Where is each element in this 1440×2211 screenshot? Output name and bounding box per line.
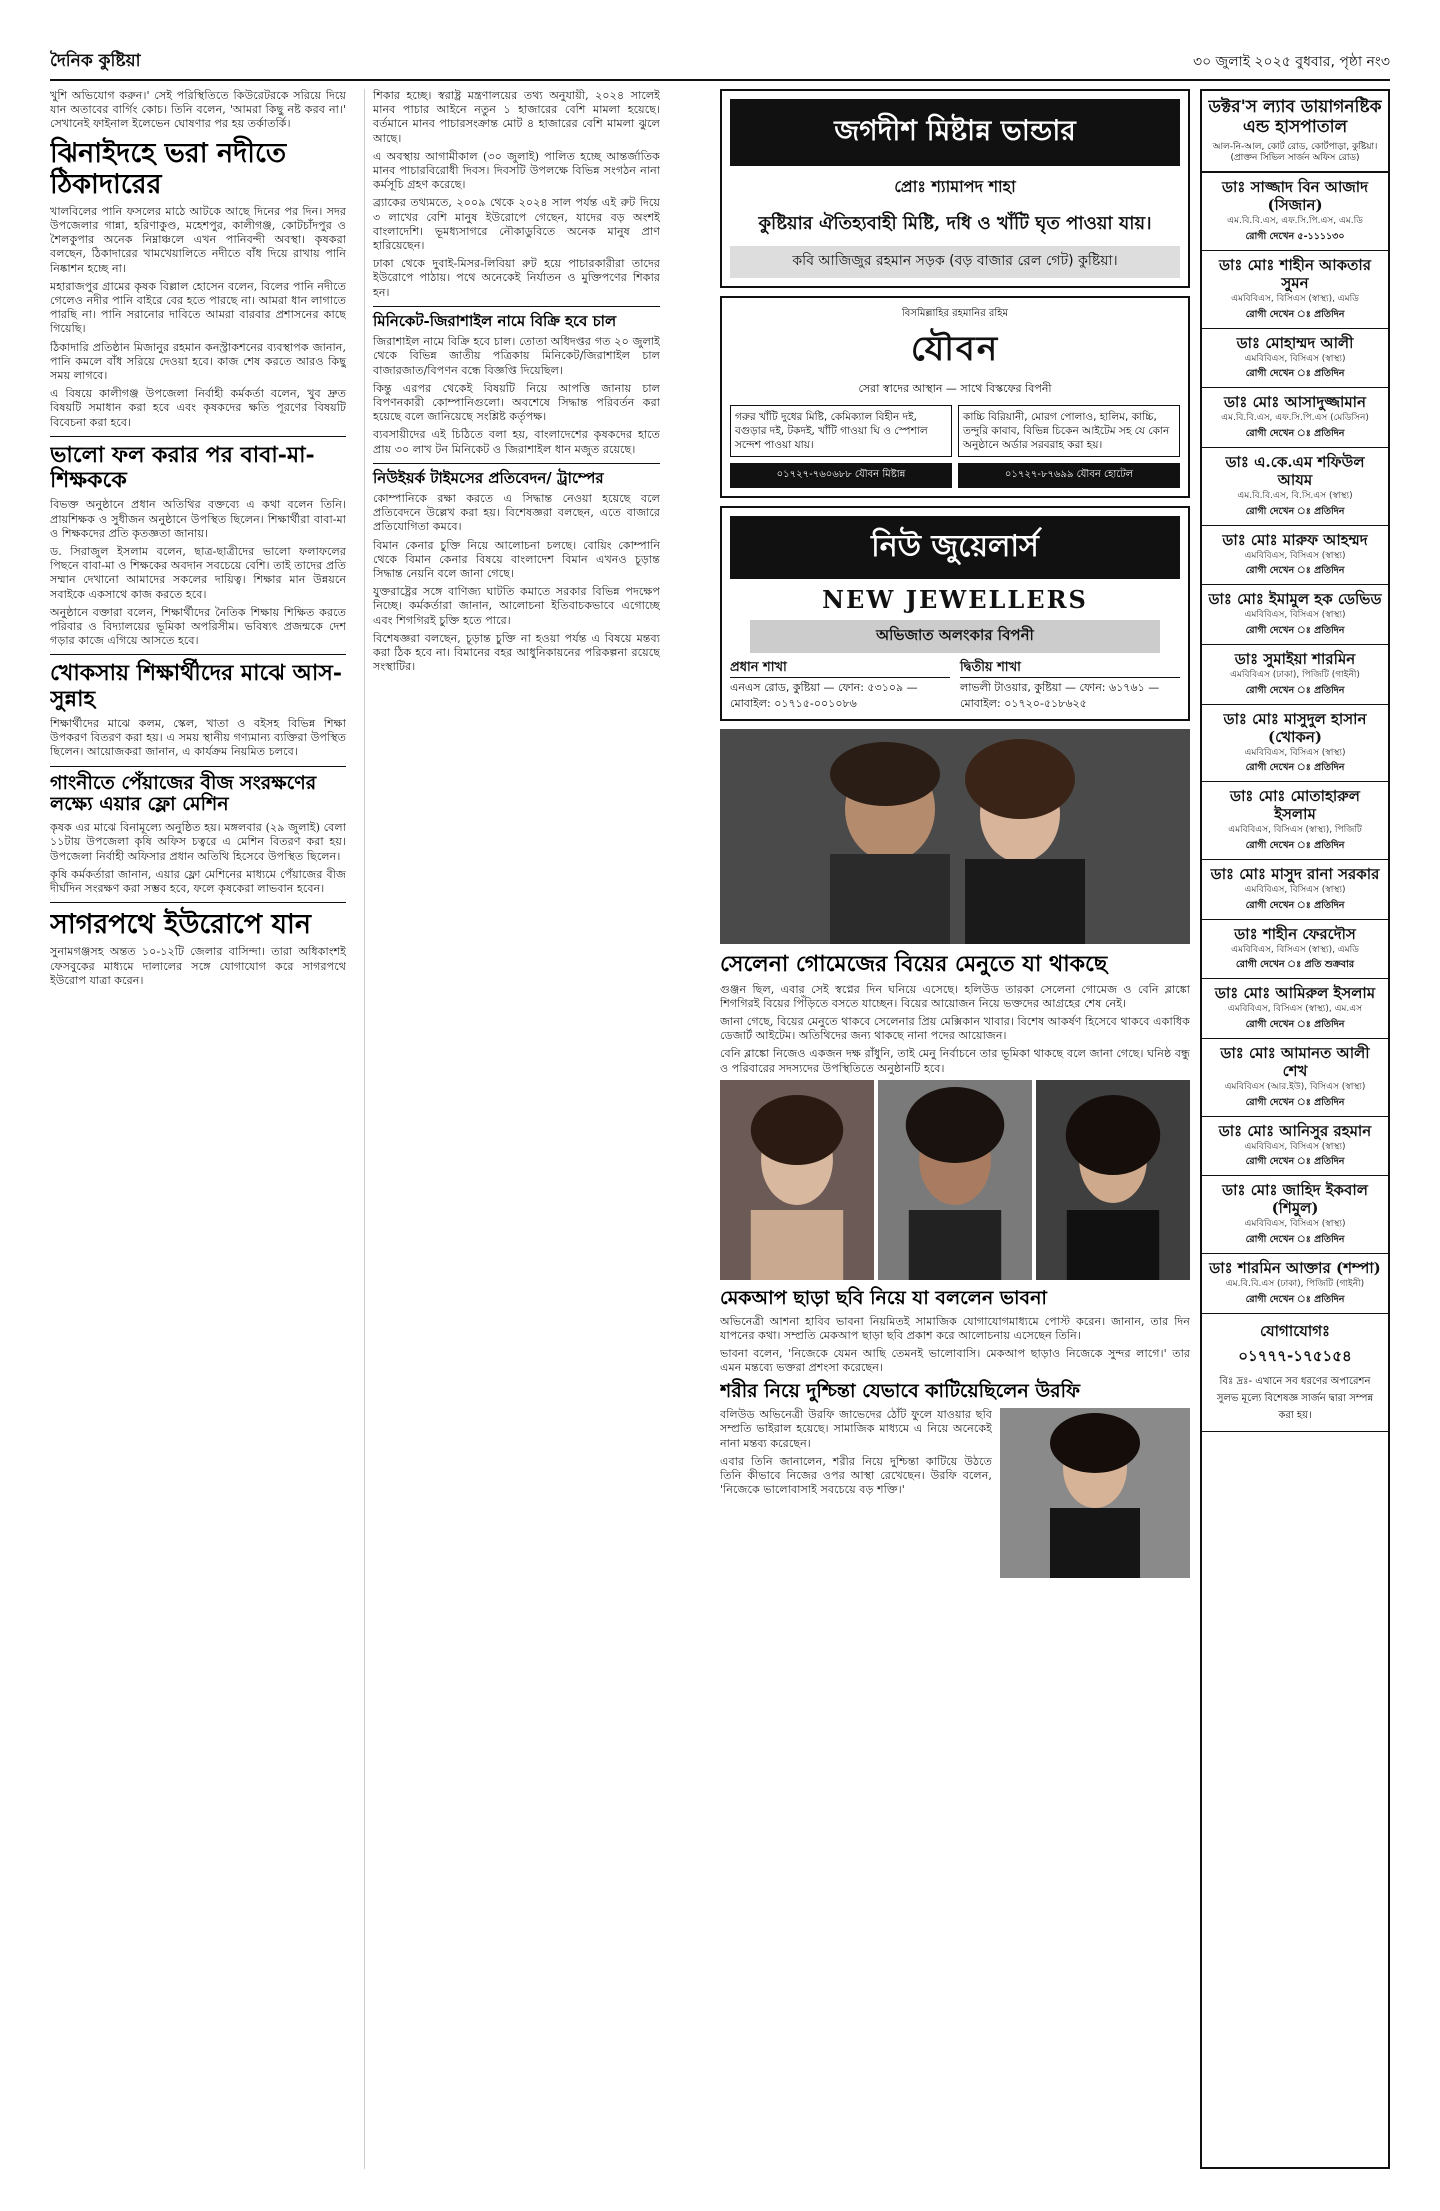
article-paragraph: কিন্তু এরপর থেকেই বিষয়টি নিয়ে আপত্তি জানায় চাল বিপণনকারী কোম্পানিগুলো। অবশেষে সিদ্ধান্ত পরিবর্তন করা হয়েছে বলে জানিয়েছে সংশ্লিষ্ট কর্তৃপক্ষ। — [373, 381, 660, 424]
doctor-card — [1202, 782, 1388, 860]
doctor-degree: এমবিবিএস, বিসিএস (স্বাস্থ্য), এমডি — [1231, 293, 1359, 304]
doctor-card — [1202, 329, 1388, 389]
newspaper-page — [50, 45, 1390, 2175]
contact-note: বিঃ দ্রঃ- এখানে সব ধরণের অপারেশন সুলভ মূল্যে বিশেষজ্ঞ সার্জন দ্বারা সম্পন্ন করা হয়। — [1216, 1375, 1374, 1421]
doctor-name: ডাঃ মোঃ ইমামুল হক ডেভিড — [1208, 590, 1382, 609]
doctor-time: রোগী দেখেন ঃ প্রতিদিন — [1245, 368, 1345, 380]
jouban-offer-columns — [730, 405, 1180, 458]
doctor-card — [1202, 251, 1388, 329]
divider — [373, 463, 660, 464]
doctor-degree: এম.বি.বি.এস, এফ.সি.পি.এস (মেডিসিন) — [1221, 413, 1369, 424]
doctor-card — [1202, 585, 1388, 645]
article-paragraph: কৃষক এর মাঝে বিনামূল্যে অনুষ্ঠিত হয়। মঙ্গলবার (২৯ জুলাই) বেলা ১১টায় উপজেলা কৃষি অফিস চত্বরে এ মেশিন বিতরণ করা হয়। উপজেলা নির্বাহী অফিসার প্রধান অতিথি হিসেবে উপস্থিত ছিলেন। — [50, 821, 346, 863]
divider — [50, 436, 346, 437]
middle-column — [720, 89, 1190, 2169]
jouban-subtitle: সেরা স্বাদের আস্থান — সাথে বিস্কফের বিপনী — [858, 381, 1052, 395]
sweet-shop-name: জগদীশ মিষ্টান্ন ভান্ডার — [730, 99, 1180, 166]
doctor-name: ডাঃ মোঃ মাসুদুল হাসান (খোকন) — [1223, 709, 1367, 746]
selena-couple-photo — [720, 729, 1190, 944]
article-paragraph: বিমান কেনার চুক্তি নিয়ে আলোচনা চলছে। বোয়িং কোম্পানি থেকে বিমান কেনার বিষয়ে বাংলাদেশ বিমান এখনও চূড়ান্ত সিদ্ধান্ত নেয়নি বলে জানা গেছে। — [373, 538, 660, 580]
urfi-text — [720, 1408, 992, 1586]
doctor-name: ডাঃ মোঃ শাহীন আকতার সুমন — [1218, 255, 1371, 292]
article-paragraph: জানা গেছে, বিয়ের মেনুতে থাকবে সেলেনার প্রিয় মেক্সিকান খাবার। বিশেষ আকর্ষণ হিসেবে থাকবে একাধিক ডেজার্ট আইটেম। অতিথিদের জন্য থাকছে নানা পদের আয়োজন। — [720, 1014, 1190, 1043]
left-subcolumn-b — [364, 89, 660, 2169]
article-paragraph: বেনি ব্লাঙ্কো নিজেও একজন দক্ষ রাঁধুনি, তাই মেনু নির্বাচনে তার ভূমিকা থাকছে বলে জানা গেছে। ঘনিষ্ঠ বন্ধু ও পরিবারের সদস্যদের উপস্থিতিতে অনুষ্ঠানটি হবে। — [720, 1047, 1190, 1075]
article-paragraph: এ অবস্থায় আগামীকাল (৩০ জুলাই) পালিত হচ্ছে আন্তর্জাতিক মানব পাচারবিরোধী দিবস। দিবসটি উপলক্ষে বিভিন্ন সংগঠন নানা কর্মসূচি গ্রহণ করেছে। — [373, 149, 660, 192]
jouban-contact-left: ০১৭২৭-৭৬০৬৮৮ যৌবন মিষ্টান্ন — [730, 463, 952, 488]
jouban-contact-right: ০১৭২৭-৮৭৬৯৯ যৌবন হোটেল — [958, 463, 1180, 488]
bhabna-photo-row — [720, 1080, 1190, 1280]
divider — [50, 766, 346, 767]
urfi-article — [720, 1408, 1190, 1586]
article-paragraph: বিভক্ত অনুষ্ঠানে প্রধান অতিথির বক্তব্যে এ কথা বলেন তিনি। প্রায়শিক্ষক ও সুধীজন অনুষ্ঠানে উপস্থিত ছিলেন। শিক্ষার্থীরা বাবা-মা ও শিক্ষকদের প্রতি কৃতজ্ঞতা জানায়। — [50, 498, 346, 540]
headline-nytimes: নিউইয়র্ক টাইমসের প্রতিবেদন/ ট্রাম্পের — [373, 468, 604, 487]
doctor-card — [1202, 448, 1388, 526]
lab-name: ডক্টর'স ল্যাব ডায়াগনষ্টিক এন্ড হাসপাতাল — [1208, 97, 1382, 138]
divider — [50, 902, 346, 903]
sweet-shop-tagline: কুষ্টিয়ার ঐতিহ্যবাহী মিষ্টি, দধি ও খাঁটি ঘৃত পাওয়া যায়। — [758, 213, 1152, 234]
doctor-card — [1202, 920, 1388, 980]
second-branch-info: লাভলী টাওয়ার, কুষ্টিয়া — ফোন: ৬১৭৬১ — মোবাইল: ০১৭২০-৫১৮৬২৫ — [960, 681, 1160, 710]
doctor-degree: এমবিবিএস, বিসিএস (স্বাস্থ্য), এমডি — [1231, 944, 1359, 955]
doctor-name: ডাঃ মোঃ মোতাহারুল ইসলাম — [1230, 787, 1360, 824]
doctor-degree: এমবিবিএস, বিসিএস (স্বাস্থ্য), এম.এস — [1227, 1004, 1363, 1015]
doctor-time: রোগী দেখেন ঃ প্রতিদিন — [1245, 840, 1345, 852]
sweet-shop-ad — [720, 89, 1190, 288]
jouban-sweets-text: গরুর খাঁটি দুধের মিষ্টি, কেমিক্যাল বিহীন দই, বগুড়ার দই, টকদই, খাঁটি গাওয়া ঘি ও স্পেশাল সন্দেশ পাওয়া যায়। — [730, 405, 952, 458]
doctor-name: ডাঃ এ.কে.এম শফিউল আযম — [1225, 452, 1365, 489]
hospital-contact — [1202, 1314, 1388, 1432]
article-paragraph: ড. সিরাজুল ইসলাম বলেন, ছাত্র-ছাত্রীদের ভালো ফলাফলের পিছনে বাবা-মা ও শিক্ষকের অবদান সবচেয়ে বেশি। তাই তাদের প্রতি সম্মান দেখানো আমাদের সকলের দায়িত্ব। শিক্ষার মান উন্নয়নে সবাইকে একসাথে কাজ করতে হবে। — [50, 544, 346, 601]
doctor-time: রোগী দেখেন ঃ প্রতিদিন — [1245, 1293, 1345, 1305]
headline-khoksa: খোকসায় শিক্ষার্থীদের মাঝে আস-সুন্নাহ — [50, 660, 342, 712]
doctor-name: ডাঃ শারমিন আক্তার (শম্পা) — [1209, 1259, 1381, 1278]
issue-date: ৩০ জুলাই ২০২৫ বুধবার, পৃষ্ঠা নং৩ — [1193, 54, 1390, 70]
doctor-name: ডাঃ মোঃ আনিসুর রহমান — [1218, 1121, 1372, 1140]
jouban-contacts — [730, 463, 1180, 488]
doctor-card — [1202, 1254, 1388, 1314]
bhabna-photo-1 — [720, 1080, 874, 1280]
doctor-name: ডাঃ মোঃ আমানত আলী শেখ — [1220, 1044, 1370, 1081]
doctor-time: রোগী দেখেন ঃ প্রতিদিন — [1245, 505, 1345, 517]
doctor-degree: এমবিবিএস, বিসিএস (স্বাস্থ্য) — [1244, 1141, 1346, 1152]
jewellers-branches — [730, 659, 1180, 711]
article-paragraph: গুঞ্জন ছিল, এবার সেই স্বপ্নের দিন ঘনিয়ে এসেছে। হলিউড তারকা সেলেনা গোমেজ ও বেনি ব্লাঙ্কো শিগগিরই বিয়ের পিঁড়িতে বসতে যাচ্ছেন। বিয়ের আয়োজন নিয়ে ভক্তদের আগ্রহের শেষ নেই। — [720, 982, 1190, 1010]
second-branch — [960, 659, 1180, 711]
article-paragraph: এ বিষয়ে কালীগঞ্জ উপজেলা নির্বাহী কর্মকর্তা বলেন, খুব দ্রুত বিষয়টি সমাধান করা হবে এবং কৃষকদের ক্ষতি পূরণের বিষয়টি বিবেচনা করা হবে। — [50, 387, 346, 429]
sweet-shop-address: কবি আজিজুর রহমান সড়ক (বড় বাজার রেল গেট) কুষ্টিয়া। — [730, 246, 1180, 278]
doctor-degree: এমবিবিএস, বিসিএস (স্বাস্থ্য) — [1244, 1219, 1346, 1230]
paper-name: দৈনিক কুষ্টিয়া — [50, 51, 141, 71]
article-paragraph: শিকার হচ্ছে। স্বরাষ্ট্র মন্ত্রণালয়ের তথ্য অনুযায়ী, ২০২৪ সালেই মানব পাচার আইনে নতুন ১ হাজারের বেশি মামলা হয়েছে। বর্তমানে মানব পাচারসংক্রান্ত মোট ৪ হাজারের বেশি মামলা ঝুলে আছে। — [373, 89, 660, 145]
doctor-name: ডাঃ শাহীন ফেরদৌস — [1234, 924, 1356, 943]
doctor-degree: এম.বি.বি.এস (ঢাকা), পিজিটি (গাইনী) — [1225, 1279, 1365, 1290]
doctor-degree: এমবিবিএস (ঢাকা), পিজিটি (গাইনী) — [1230, 669, 1360, 680]
article-paragraph: কোম্পানিকে রক্ষা করতে এ সিদ্ধান্ত নেওয়া হয়েছে বলে প্রতিবেদনে উল্লেখ করা হয়। বিশেষজ্ঞরা বলছেন, এতে বাজারে প্রতিযোগিতা কমবে। — [373, 491, 660, 534]
bhabna-photo-2 — [878, 1080, 1032, 1280]
headline-rice: মিনিকেট-জিরাশাইল নামে বিক্রি হবে চাল — [373, 311, 617, 330]
doctor-name: ডাঃ সাজ্জাদ বিন আজাদ (সিজান) — [1221, 178, 1369, 215]
article-paragraph: এবার তিনি জানালেন, শরীর নিয়ে দুশ্চিন্তা কাটিয়ে উঠতে তিনি কীভাবে নিজের ওপর আস্থা রেখেছেন। উরফি বলেন, 'নিজেকে ভালোবাসাই সবচেয়ে বড় শক্তি।' — [720, 1454, 992, 1497]
main-branch-info: এনএস রোড, কুষ্টিয়া — ফোন: ৫৩১০৯ — মোবাইল: ০১৭১৫-০০১০৮৬ — [730, 681, 918, 710]
jouban-bismillah: বিসমিল্লাহির রহমানির রহিম — [901, 307, 1009, 319]
doctor-card — [1202, 705, 1388, 783]
headline-europe: সাগরপথে ইউরোপে যান — [50, 909, 311, 941]
doctor-card — [1202, 979, 1388, 1039]
doctor-name: ডাঃ মোঃ জাহিদ ইকবাল (শিমুল) — [1222, 1181, 1368, 1218]
article-paragraph: বিশেষজ্ঞরা বলছেন, চূড়ান্ত চুক্তি না হওয়া পর্যন্ত এ বিষয়ে মন্তব্য করা ঠিক হবে না। বিমানের বহর আধুনিকায়নের পরিকল্পনা রয়েছে সংস্থাটির। — [373, 631, 660, 674]
headline-urfi: শরীর নিয়ে দুশ্চিন্তা যেভাবে কাটিয়েছিলেন উরফি — [720, 1380, 1080, 1403]
divider — [50, 654, 346, 655]
doctor-name: ডাঃ মোঃ আমিরুল ইসলাম — [1214, 984, 1376, 1003]
jewellers-ad — [720, 506, 1190, 721]
doctor-card — [1202, 173, 1388, 251]
jewellers-name-en: NEW JEWELLERS — [822, 585, 1088, 615]
left-news-column — [50, 89, 660, 2169]
doctor-time: রোগী দেখেন ঃ প্রতিদিন — [1245, 427, 1345, 439]
jouban-brand: যৌবন — [910, 328, 1000, 369]
doctor-time: রোগী দেখেন ঃ প্রতিদিন — [1245, 624, 1345, 636]
urfi-photo — [1000, 1408, 1190, 1578]
headline-selena: সেলেনা গোমেজের বিয়ের মেনুতে যা থাকছে — [720, 951, 1108, 978]
headline-gangni: গাংনীতে পেঁয়াজের বীজ সংরক্ষণের লক্ষ্যে এয়ার ফ্লো মেশিন — [50, 771, 317, 816]
doctor-degree: এমবিবিএস, বিসিএস (স্বাস্থ্য) — [1244, 885, 1346, 896]
article-paragraph: অনুষ্ঠানে বক্তারা বলেন, শিক্ষার্থীদের নৈতিক শিক্ষায় শিক্ষিত করতে পরিবার ও বিদ্যালয়ের ভূমিকা অপরিসীম। ভবিষ্যৎ প্রজন্মকে দেশ গড়ার কাজে এগিয়ে আসতে হবে। — [50, 605, 346, 648]
contact-phone: যোগাযোগঃ ০১৭৭৭-১৭৫১৫৪ — [1238, 1321, 1352, 1365]
doctor-time: রোগী দেখেন ৫-১১১১৩০ — [1245, 230, 1345, 242]
article-paragraph: মহারাজপুর গ্রামের কৃষক বিল্লাল হোসেন বলেন, বিলের পানি নদীতে গেলেও নদীর পানি বাইরে বের হতে পারছে না। আমরা ধান লাগাতে পারছি না। পানি সরানোর দাবিতে আমরা বারবার প্রশাসনের কাছে গিয়েছি। — [50, 279, 346, 336]
doctor-degree: এম.বি.বি.এস, এফ.সি.পি.এস, এম.ডি — [1227, 216, 1363, 227]
doctor-name: ডাঃ মোঃ আসাদুজ্জামান — [1224, 393, 1366, 412]
doctor-time: রোগী দেখেন ঃ প্রতিদিন — [1245, 684, 1345, 696]
headline-bhabna: মেকআপ ছাড়া ছবি নিয়ে যা বললেন ভাবনা — [720, 1286, 1047, 1309]
doctor-degree: এমবিবিএস, বিসিএস (স্বাস্থ্য) — [1244, 610, 1346, 621]
second-branch-title: দ্বিতীয় শাখা — [960, 659, 1180, 678]
doctor-time: রোগী দেখেন ঃ প্রতিদিন — [1245, 1019, 1345, 1031]
doctor-time: রোগী দেখেন ঃ প্রতিদিন — [1245, 308, 1345, 320]
doctor-time: রোগী দেখেন ঃ প্রতিদিন — [1245, 1096, 1345, 1108]
doctors-lab-header — [1202, 91, 1388, 173]
jouban-food-text: কাচ্চি বিরিয়ানী, মোরগ পোলাও, হালিম, কাচ্চি, তন্দুরি কাবাব, বিভিন্ন চিকেন আইটেম সহ যে কোন অনুষ্ঠানে অর্ডার সরবরাহ করা হয়। — [958, 405, 1180, 458]
jewellers-slogan: অভিজাত অলংকার বিপনী — [750, 620, 1160, 653]
doctor-card — [1202, 645, 1388, 705]
divider — [373, 306, 660, 307]
doctor-card — [1202, 860, 1388, 920]
article-paragraph: জিরাশাইল নামে বিক্রি হবে চাল। তোতা অধিদপ্তর গত ২০ জুলাই থেকে বিভিন্ন জাতীয় পত্রিকায় মিনিকেট/জিরাশাইল চাল বাজারজাত/বিপণন বন্ধে বিজ্ঞপ্তি দিয়েছিল। — [373, 335, 660, 377]
doctor-degree: এমবিবিএস, বিসিএস (স্বাস্থ্য) — [1244, 550, 1346, 561]
doctor-time: রোগী দেখেন ঃ প্রতিদিন — [1245, 1156, 1345, 1168]
doctor-degree: এমবিবিএস, বিসিএস (স্বাস্থ্য) — [1244, 353, 1346, 364]
article-paragraph: কৃষি কর্মকর্তারা জানান, এয়ার ফ্লো মেশিনের মাধ্যমে পেঁয়াজের বীজ দীর্ঘদিন সংরক্ষণ করা সম্ভব হবে, ফলে কৃষকেরা লাভবান হবেন। — [50, 867, 346, 896]
main-branch — [730, 659, 950, 711]
article-paragraph: সুনামগঞ্জসহ অন্তত ১০-১২টি জেলার বাসিন্দা। তারা অধিকাংশই ফেসবুকের মাধ্যমে দালালের সঙ্গে যোগাযোগ করে সাগরপথে ইউরোপ যাত্রা করেন। — [50, 945, 346, 987]
headline-jhenaidah: ঝিনাইদহে ভরা নদীতে ঠিকাদারের — [50, 137, 287, 200]
jouban-ad — [720, 296, 1190, 499]
article-paragraph: ঠিকাদারি প্রতিষ্ঠান মিজানুর রহমান কনস্ট্রাকশনের ব্যবস্থাপক জানান, পানি কমলে বাঁধ সরিয়ে দেওয়া হবে। কাজ শেষ করতে আরও কিছু সময় লাগবে। — [50, 340, 346, 382]
doctor-card — [1202, 1039, 1388, 1117]
article-paragraph: বলিউড অভিনেত্রী উরফি জাভেদের ঠোঁট ফুলে যাওয়ার ছবি সম্প্রতি ভাইরাল হয়েছে। সামাজিক মাধ্যমে এ নিয়ে অনেকেই নানা মন্তব্য করেছেন। — [720, 1408, 992, 1450]
doctors-directory-column — [1200, 89, 1390, 2169]
masthead — [50, 45, 1390, 81]
doctor-time: রোগী দেখেন ঃ প্রতি শুক্রবার — [1235, 959, 1355, 971]
article-paragraph: যুক্তরাষ্ট্রের সঙ্গে বাণিজ্য ঘাটতি কমাতে সরকার বিভিন্ন পদক্ষেপ নিচ্ছে। কর্মকর্তারা জানান, আলোচনা ইতিবাচকভাবে এগোচ্ছে এবং শিগগিরই চুক্তি হতে পারে। — [373, 585, 660, 627]
headline-good-results: ভালো ফল করার পর বাবা-মা-শিক্ষককে — [50, 441, 315, 494]
doctor-card — [1202, 1176, 1388, 1254]
doctor-card — [1202, 526, 1388, 586]
jewellers-name-bn: নিউ জুয়েলার্স — [730, 516, 1180, 579]
doctor-time: রোগী দেখেন ঃ প্রতিদিন — [1245, 565, 1345, 577]
doctor-card — [1202, 1117, 1388, 1177]
left-subcolumn-a — [50, 89, 346, 2169]
doctor-time: রোগী দেখেন ঃ প্রতিদিন — [1245, 899, 1345, 911]
doctor-time: রোগী দেখেন ঃ প্রতিদিন — [1245, 762, 1345, 774]
article-paragraph: শিক্ষার্থীদের মাঝে কলম, স্কেল, খাতা ও বইসহ বিভিন্ন শিক্ষা উপকরণ বিতরণ করা হয়। এ সময় স্থানীয় গণ্যমান্য ব্যক্তিরা উপস্থিত ছিলেন। আয়োজকরা জানান, এ কার্যক্রম নিয়মিত চলবে। — [50, 716, 346, 759]
doctor-degree: এমবিবিএস, বিসিএস (স্বাস্থ্য), পিজিটি — [1228, 825, 1362, 836]
doctor-name: ডাঃ মোঃ মাসুদ রানা সরকার — [1210, 865, 1380, 884]
doctor-degree: এম.বি.বি.এস, বি.সি.এস (স্বাস্থ্য) — [1237, 490, 1353, 501]
article-paragraph: ভাবনা বলেন, 'নিজেকে যেমন আছি তেমনই ভালোবাসি। মেকআপ ছাড়াও নিজেকে সুন্দর লাগে।' তার এমন মন্তব্যে ভক্তরা প্রশংসা করেছেন। — [720, 1347, 1190, 1375]
article-paragraph: ব্র্যাকের তথ্যমতে, ২০০৯ থেকে ২০২৪ সাল পর্যন্ত এই রুট দিয়ে ৩ লাখের বেশি মানুষ ইউরোপে গেছেন, যাদের বড় অংশই বাংলাদেশি। ভূমধ্যসাগরে নৌকাডুবিতে অনেক মানুষ প্রাণ হারিয়েছেন। — [373, 196, 660, 253]
intro-paragraph: খুশি অভিযোগ করুন।' সেই পরিস্থিতিতে কিউরেটরকে সরিয়ে দিয়ে যান অতাবের বার্গিং কোচ। তিনি বলেন, 'আমরা কিছু নষ্ট করব না।' সেখানেই ফাইনাল ইলেভেন ঘোষণার পর হয় তর্কাতর্কি। — [50, 89, 346, 131]
doctor-name: ডাঃ সুমাইয়া শারমিন — [1234, 649, 1356, 668]
article-paragraph: অভিনেত্রী আশনা হাবিব ভাবনা নিয়মিতই সামাজিক যোগাযোগমাধ্যমে পোস্ট করেন। জানান, তার দিন যাপনের কথা। সম্প্রতি মেকআপ ছাড়া ছবি প্রকাশ করে আলোচনায় এসেছেন তিনি। — [720, 1314, 1190, 1342]
bhabna-photo-3 — [1036, 1080, 1190, 1280]
article-paragraph: খালবিলের পানি ফসলের মাঠে আটকে আছে দিনের পর দিন। সদর উপজেলার গান্না, হরিণাকুণ্ড, মহেশপুর, কালীগঞ্জ, কোটচাঁদপুর ও শৈলকুপার অনেক নিম্নাঞ্চলে এখন পানিবন্দী অবস্থা। কৃষকরা বলছেন, ঠিকাদারের খামখেয়ালিতে নদীতে বাঁধ দিয়ে রাখায় পানি নিষ্কাশন হচ্ছে না। — [50, 204, 346, 275]
article-paragraph: ঢাকা থেকে দুবাই-মিসর-লিবিয়া রুট হয়ে পাচারকারীরা তাদের ইউরোপে পাঠায়। পথে অনেকেই নির্যাতন ও মুক্তিপণের শিকার হন। — [373, 257, 660, 299]
doctor-name: ডাঃ মোঃ মারুফ আহম্মদ — [1222, 530, 1368, 549]
article-paragraph: ব্যবসায়ীদের এই চিঠিতে বলা হয়, বাংলাদেশের কৃষকদের হাতে প্রায় ৩০ লাখ টন মিনিকেট ও জিরাশাইল ধান মজুত রয়েছে। — [373, 428, 660, 456]
lab-info: আল-নি-আল, কোর্ট রোড, কোর্টপাড়া, কুষ্টিয়া। (প্রাক্তন সিভিল সার্জন অফিস রোড) — [1212, 141, 1378, 164]
doctor-card — [1202, 388, 1388, 448]
doctor-degree: এমবিবিএস, বিসিএস (স্বাস্থ্য) — [1244, 747, 1346, 758]
sweet-shop-owner: প্রোঃ শ্যামাপদ শাহা — [894, 177, 1016, 196]
doctor-name: ডাঃ মোহাম্মদ আলী — [1236, 333, 1354, 352]
doctor-time: রোগী দেখেন ঃ প্রতিদিন — [1245, 1234, 1345, 1246]
main-branch-title: প্রধান শাখা — [730, 659, 950, 678]
doctor-degree: এমবিবিএস (আর.ইউ), বিসিএস (স্বাস্থ্য) — [1224, 1082, 1366, 1093]
